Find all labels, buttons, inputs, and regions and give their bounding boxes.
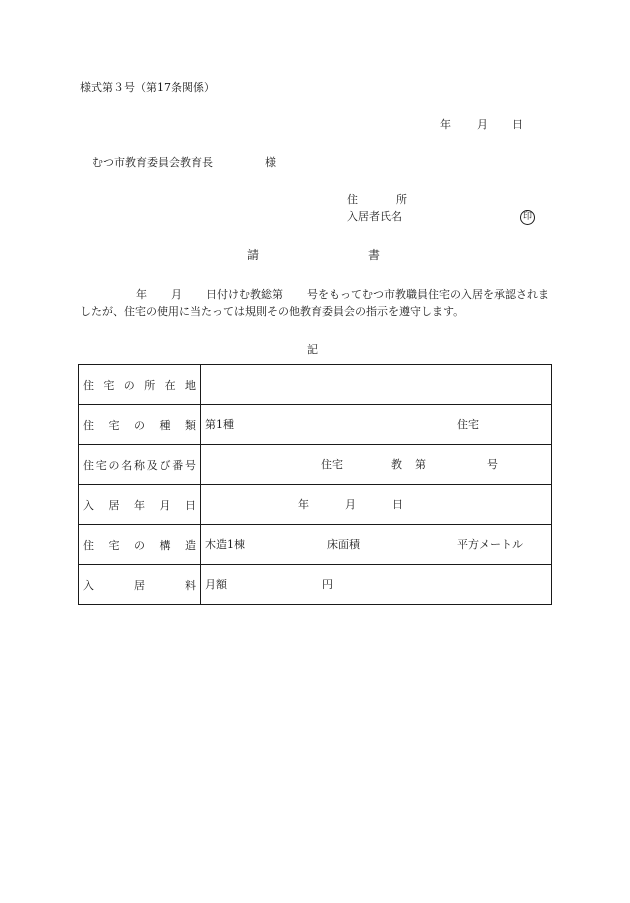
value-move-in-date bbox=[201, 485, 552, 525]
title-part-2: 書 bbox=[368, 248, 381, 262]
addressee-honorific: 様 bbox=[265, 156, 276, 169]
rent-monthly: 月額 bbox=[205, 578, 227, 591]
structure-type: 木造1棟 bbox=[205, 538, 245, 551]
name-dai: 第 bbox=[415, 458, 426, 471]
date-year-label: 年 bbox=[440, 118, 451, 131]
form-number: 様式第３号（第17条関係） bbox=[80, 81, 215, 94]
table-row bbox=[79, 485, 552, 525]
table-row bbox=[79, 405, 552, 445]
area-unit: 平方メートル bbox=[457, 538, 523, 551]
date-day-label: 日 bbox=[512, 118, 523, 131]
table-row bbox=[79, 565, 552, 605]
name-go: 号 bbox=[487, 458, 498, 471]
body-paragraph bbox=[80, 286, 553, 320]
label-rent: 入居料 bbox=[79, 565, 201, 605]
floor-area-label: 床面積 bbox=[327, 538, 360, 551]
name-house: 住宅 bbox=[321, 458, 343, 471]
table-row bbox=[79, 365, 552, 405]
value-structure bbox=[201, 525, 552, 565]
date-month-label: 月 bbox=[477, 118, 488, 131]
value-type bbox=[201, 405, 552, 445]
body-month: 月 bbox=[171, 288, 182, 301]
label-move-in-date: 入居年月日 bbox=[79, 485, 201, 525]
rent-yen: 円 bbox=[322, 578, 333, 591]
value-name-number bbox=[201, 445, 552, 485]
label-structure: 住宅の構造 bbox=[79, 525, 201, 565]
ki-heading: 記 bbox=[307, 343, 318, 356]
body-text-b: 号をもってむつ市教職員住宅の入居を承認されましたが、住宅の使用に当たっては規則その他教育委員会の指示を遵守します。 bbox=[80, 288, 549, 318]
table-row bbox=[79, 525, 552, 565]
value-rent bbox=[201, 565, 552, 605]
move-in-year: 年 bbox=[298, 498, 309, 511]
address-label-2: 所 bbox=[396, 193, 407, 206]
move-in-month: 月 bbox=[345, 498, 356, 511]
label-location: 住宅の所在地 bbox=[79, 365, 201, 405]
table-row bbox=[79, 445, 552, 485]
type-class: 第1種 bbox=[205, 418, 234, 431]
address-label-1: 住 bbox=[347, 193, 358, 206]
details-table bbox=[78, 364, 552, 605]
label-type: 住宅の種類 bbox=[79, 405, 201, 445]
body-year: 年 bbox=[136, 288, 147, 301]
resident-name-label: 入居者氏名 bbox=[347, 210, 402, 223]
type-suffix: 住宅 bbox=[457, 418, 479, 431]
name-kyo: 教 bbox=[391, 458, 402, 471]
move-in-day: 日 bbox=[392, 498, 403, 511]
value-location bbox=[201, 365, 552, 405]
body-text-a: 日付けむ教総第 bbox=[206, 288, 283, 301]
seal-mark: 印 bbox=[520, 210, 535, 225]
label-name-number: 住宅の名称及び番号 bbox=[79, 445, 201, 485]
title-part-1: 請 bbox=[247, 248, 260, 262]
addressee-name: むつ市教育委員会教育長 bbox=[92, 156, 213, 169]
